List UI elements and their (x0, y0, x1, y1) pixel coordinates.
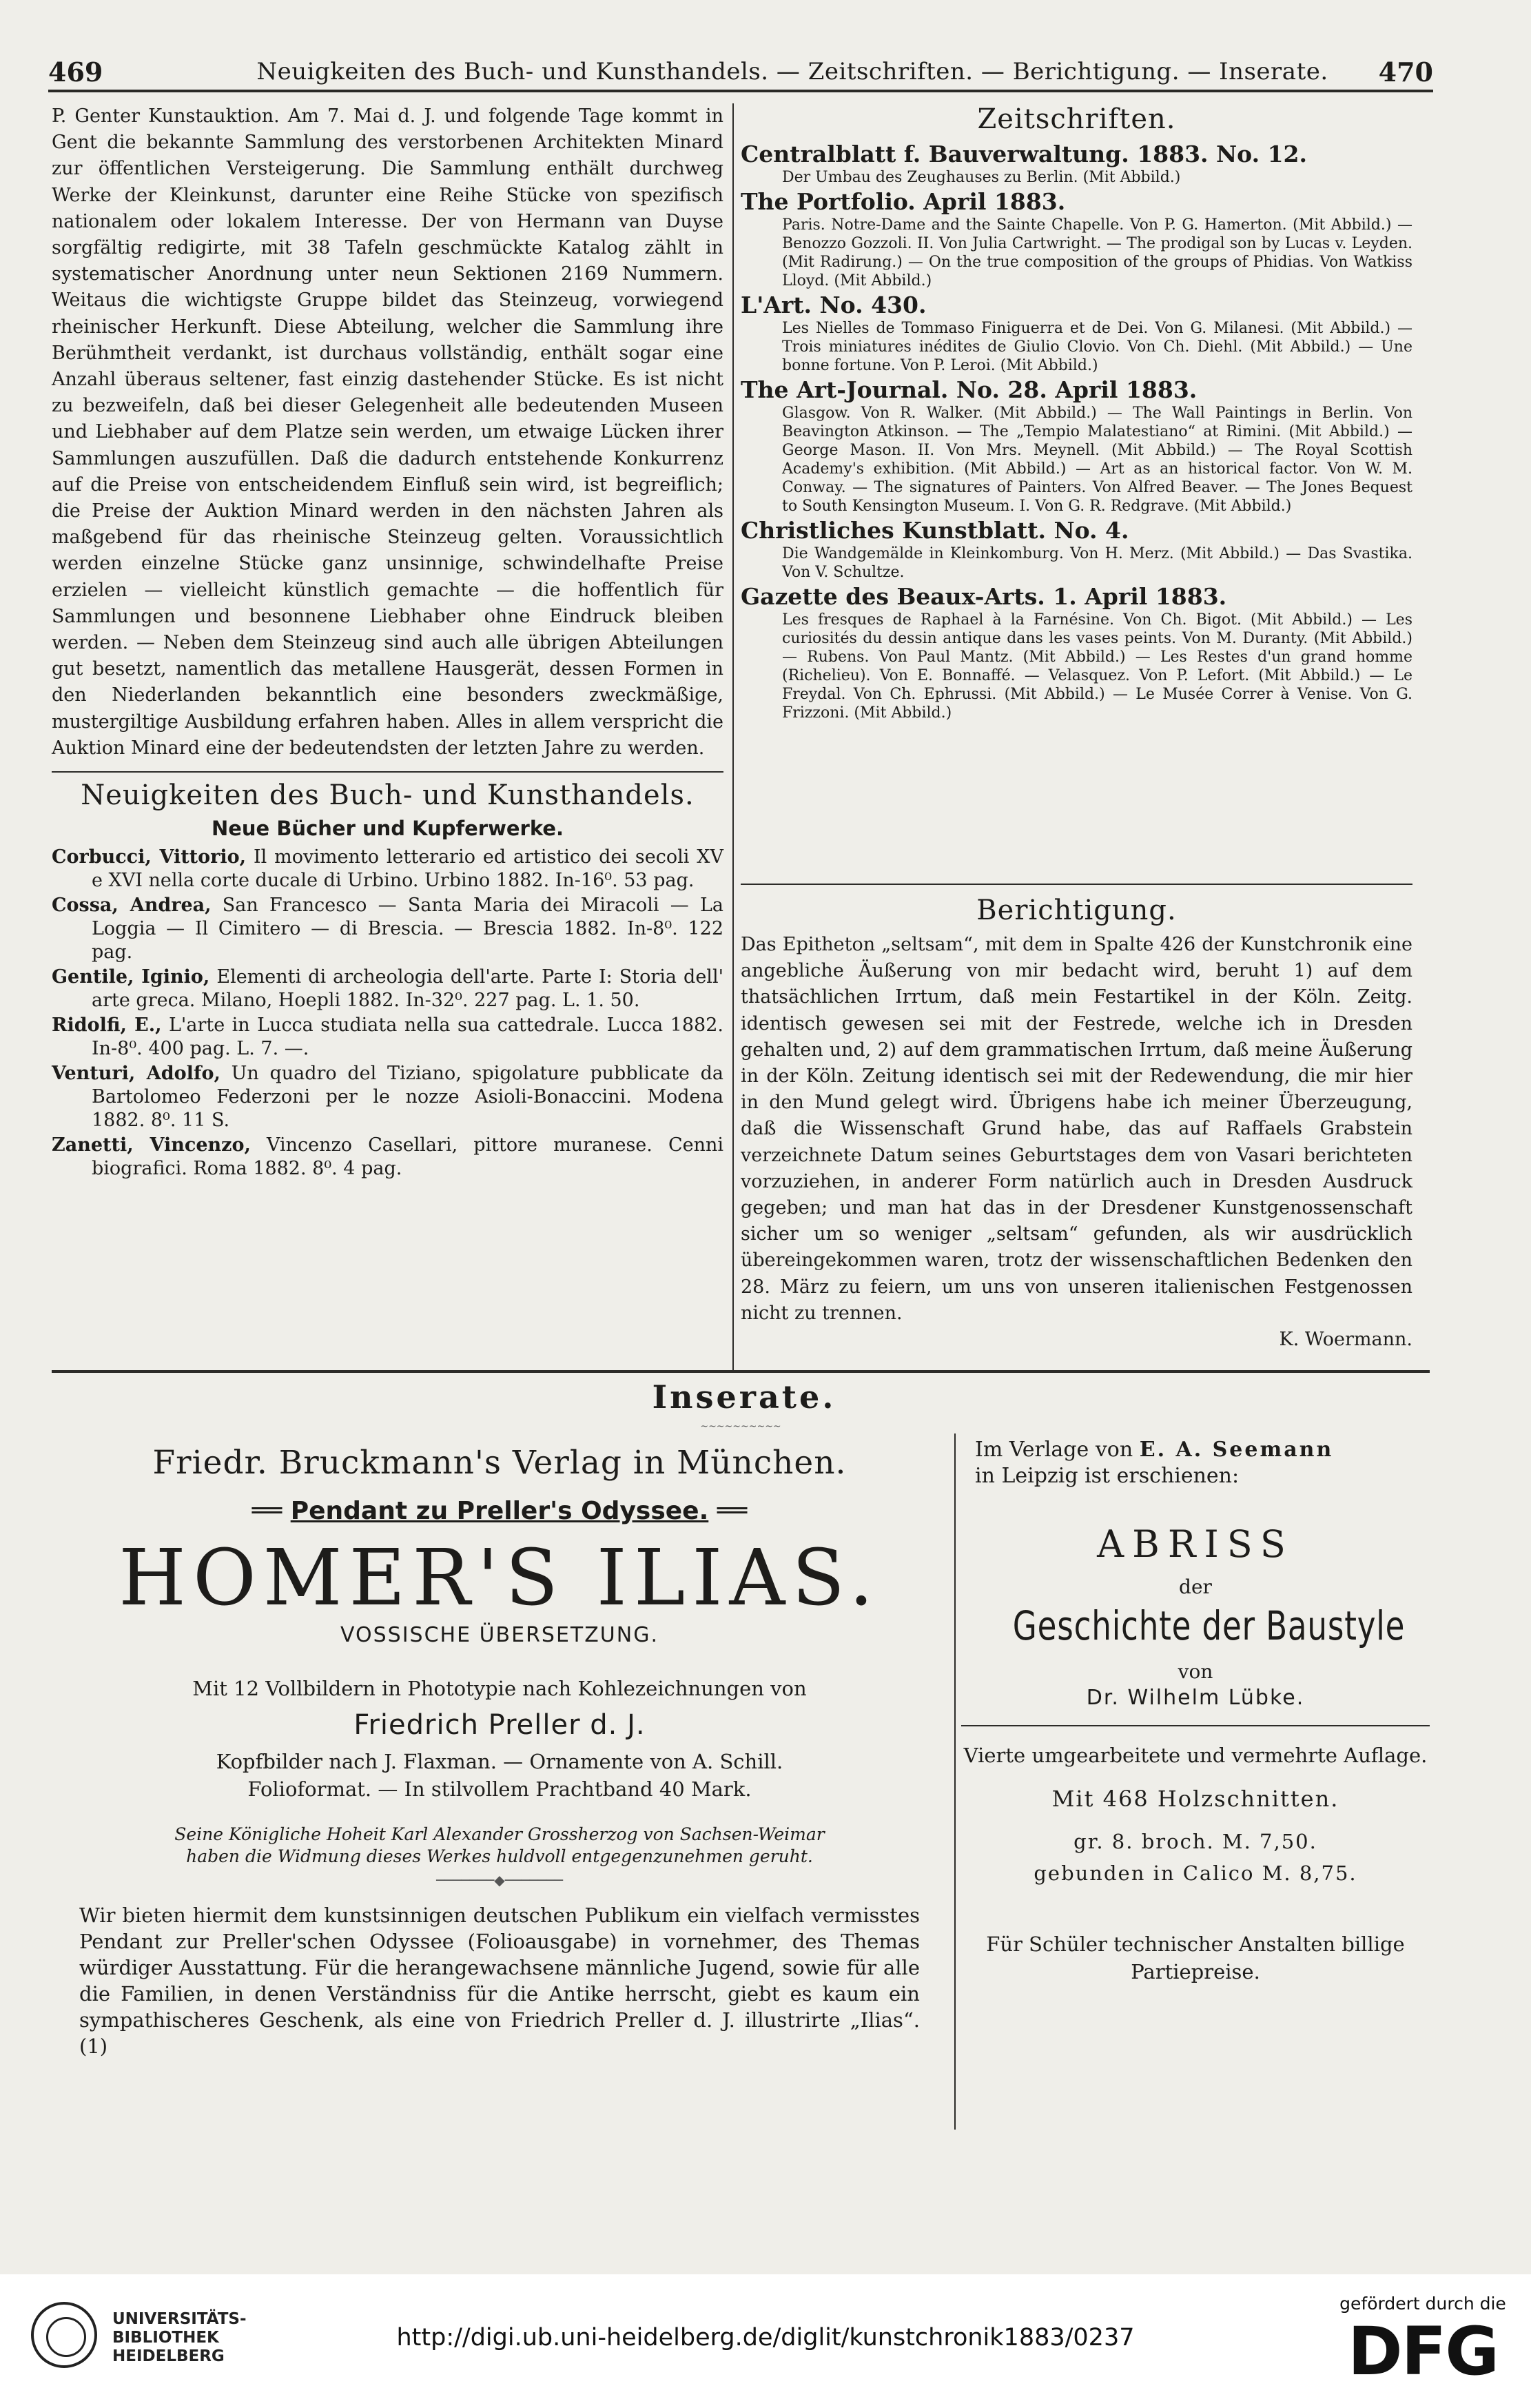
page-number-right: 470 (1378, 57, 1433, 88)
ornaments-line: Kopfbilder nach J. Flaxman. — Ornamente von A. Schill. (216, 1750, 783, 1773)
dfg-wordmark: DFG (1347, 2313, 1499, 2390)
price-broch: gr. 8. broch. M. 7,50. (1073, 1830, 1317, 1853)
section-divider (52, 771, 723, 773)
price-bound: gebunden in Calico M. 8,75. (1034, 1861, 1357, 1885)
book-entry: Zanetti, Vincenzo, Vincenzo Casellari, pittore muranese. Cenni biografici. Roma 1882. 8⁰. 4 pag. (52, 1134, 723, 1180)
artist-name: Friedrich Preller d. J. (353, 1709, 646, 1741)
journal-title: The Portfolio. April 1883. (741, 188, 1066, 215)
journal-entry (741, 583, 1412, 722)
berichtigung-signature: K. Woermann. (1279, 1329, 1412, 1351)
illustrations-line: Mit 12 Vollbildern in Phototypie nach Kohlezeichnungen von (192, 1677, 807, 1700)
section-divider (741, 884, 1412, 885)
school-discount: Für Schüler technischer Anstalten billige Partiepreise. (986, 1932, 1405, 1983)
publisher-name: Friedr. Bruckmann's Verlag in München. (152, 1444, 847, 1482)
publisher-line: Im Verlage von E. A. Seemann in Leipzig ist erschienen: (975, 1438, 1334, 1488)
journal-entry (741, 141, 1412, 187)
journal-title: The Art-Journal. No. 28. April 1883. (741, 376, 1198, 403)
journal-contents: Glasgow. Von R. Walker. (Mit Abbild.) — The Wall Paintings in Berlin. Von Beavington Atkinson. — The „Tempio Malatestiano“ at Rimini. (Mit Abbild.) — George Mason. II. Von Mrs. Meynell. (Mit Abbild.) — The Royal Scottish Academy's exhibition. (Mit Abbild.) — Art as an historical factor. Von W. M. Conway. — The signatures of Painters. Von Alfred Beaver. — The Jones Bequest to South Kensington Museum. I. Von G. R. Redgrave. (Mit Abbild.) (782, 405, 1412, 515)
woodcuts-line: Mit 468 Holzschnitten. (1051, 1786, 1339, 1812)
university-name: UNIVERSITÄTS- BIBLIOTHEK HEIDELBERG (112, 2310, 247, 2365)
advertisement-text: Wir bieten hiermit dem kunstsinnigen deutschen Publikum ein vielfach vermisstes Pendant zur Preller'schen Odyssee (Folioausgabe) in vornehmer, des Themas würdiger Ausstattung. Für die herangewachsene männliche Jugend, sowie für alle die Familien, in denen Verständniss für die Antike herrscht, giebt es kaum ein sympathischeres Geschenk, als eine von Friedrich Preller d. J. illustrirte „Ilias“. (1) (79, 1904, 920, 2058)
journal-entry (741, 517, 1412, 582)
book-list (52, 846, 723, 1181)
ad-column-rule (954, 1433, 956, 2130)
ornament-rule: ~~~~~~~~~~ (700, 1421, 781, 1432)
format-line: Folioformat. — In stilvollem Prachtband 40 Mark. (247, 1777, 752, 1801)
journal-contents: Der Umbau des Zeughauses zu Berlin. (Mit Abbild.) (782, 169, 1181, 186)
book-entry: Corbucci, Vittorio, Il movimento letterario ed artistico dei secoli XV e XVI nella corte ducale di Urbino. Urbino 1882. In-16⁰. 53 pag. (52, 846, 723, 892)
seemann-advertisement (961, 1437, 1430, 2126)
ornament-stroke: ───────◆─────── (436, 1872, 563, 1888)
auction-article: P. Genter Kunstauktion. Am 7. Mai d. J. und folgende Tage kommt in Gent die bekannte Sammlung des verstorbenen Architekten Minard zur öffentlichen Versteigerung. Die Sammlung enthält durchweg Werke der Kleinkunst, darunter eine Reihe Stücke von spezifisch nationalem oder lokalem Interesse. Der von Hermann van Duyse sorgfältig redigirte, mit 38 Tafeln geschmückte Katalog zählt in systematischer Anordnung unter neun Sektionen 2169 Nummern. Weitaus die wichtigste Gruppe bildet das Steinzeug, vorwiegend rheinischer Herkunft. Diese Abteilung, welcher die Sammlung ihre Berühmtheit verdankt, ist durchaus vollständig, enthält sogar eine Anzahl überaus seltener, fast einzig dastehender Stücke. Es ist nicht zu bezweifeln, daß bei dieser Gelegenheit alle bedeutenden Museen und Liebhaber auf dem Platze sein werden, um etwaige Lücken ihrer Sammlungen auszufüllen. Daß die dadurch entstehende Konkurrenz auf die Preise von entscheidendem Einfluß sein wird, ist begreiflich; die Preise der Auktion Minard werden in den nächsten Jahren als maßgebend für das rheinische Steinzeug gelten. Voraussichtlich werden einzelne Stücke ganz unsinnige, schwindelhafte Preise erzielen — vielleicht künstlich gemachte — die hoffentlich für Sammlungen und besonnene Liebhaber ohne Eindruck bleiben werden. — Neben dem Steinzeug sind auch alle übrigen Abteilungen gut besetzt, namentlich das metallene Hausgerät, dessen Formen in den Niederlanden bekanntlich eine besonders zweckmäßige, mustergiltige Ausbildung erfahren haben. Alles in allem verspricht die Auktion Minard eine der bedeutendsten der letzten Jahre zu werden. (52, 105, 723, 759)
divider (961, 1725, 1430, 1726)
pendant-line: ══ Pendant zu Preller's Odyssee. ══ (251, 1497, 748, 1525)
journal-title: Centralblatt f. Bauverwaltung. 1883. No. 12. (741, 141, 1308, 167)
berichtigung-section (741, 893, 1412, 1369)
berichtigung-text: Das Epitheton „seltsam“, mit dem in Spalte 426 der Kunstchronik eine angebliche Äußerung von mir bedacht wird, beruht 1) auf dem thatsächlichen Irrtum, daß mein Festartikel in der Köln. Zeitg. identisch gewesen sei mit der Festrede, welche ich in Dresden gehalten und, 2) auf dem grammatischen Irrtum, daß meine Äußerung in der Köln. Zeitung identisch sei mit der Redewendung, die mir hier in den Mund gelegt wird. Übrigens habe ich meiner Überzeugung, daß die Wissenschaft Grund habe, das auf Raffaels Grabstein verzeichnete Datum seines Geburtstages dem von Vasari berichteten vorzuziehen, in anderer Form natürlich auch in Dresden Ausdruck gegeben; und man hat das in der Dresdener Kunstgenossenschaft sicher um so weniger „seltsam“ gefunden, als wir ausdrücklich übereingekommen waren, trotz der wissenschaftlichen Bedenken den 28. März zu feiern, um uns von unseren italienischen Festgenossen nicht zu trennen. (741, 934, 1412, 1324)
journal-contents: Les Nielles de Tommaso Finiguerra et de Dei. Von G. Milanesi. (Mit Abbild.) — Trois miniatures inédites de Giulio Clovio. Von Ch. Diehl. (Mit Abbild.) — Une bonne fortune. Von P. Leroi. (Mit Abbild.) (782, 320, 1412, 374)
journal-title: Christliches Kunstblatt. No. 4. (741, 517, 1129, 544)
edition-line: Vierte umgearbeitete und vermehrte Auflage. (963, 1744, 1428, 1767)
column-rule (732, 103, 734, 1371)
neuigkeiten-title: Neuigkeiten des Buch- und Kunsthandels. (81, 779, 695, 812)
journal-contents: Les fresques de Raphael à la Farnésine. Von Ch. Bigot. (Mit Abbild.) — Les curiosités du dessin antique dans les vases peints. Von M. Duranty. (Mit Abbild.) — Rubens. Von Paul Mantz. (Mit Abbild.) — Les Restes d'un grand homme (Richelieu). Von E. Bonnaffé. — Velasquez. Von P. Lefort. (Mit Abbild.) — Le Freydal. Von Ch. Ephrussi. (Mit Abbild.) — Le Musée Correr à Venise. Von G. Frizzoni. (Mit Abbild.) (782, 611, 1412, 722)
neuigkeiten-subtitle: Neue Bücher und Kupferwerke. (211, 817, 564, 841)
book-entry: Venturi, Adolfo, Un quadro del Tiziano, spigolature pubblicate da Bartolomeo Federzoni per le nozze Asioli-Bonaccini. Modena 1882. 8⁰. 11 S. (52, 1063, 723, 1132)
book-entry: Gentile, Iginio, Elementi di archeologia dell'arte. Parte I: Storia dell' arte greca. Milano, Hoepli 1882. In-32⁰. 227 pag. L. 1. 50. (52, 966, 723, 1012)
book-title: HOMER'S ILIAS. (119, 1533, 881, 1623)
berichtigung-title: Berichtigung. (976, 895, 1177, 926)
header-title: Neuigkeiten des Buch- und Kunsthandels. — Zeitschriften. — Berichtigung. — Inserate. (256, 58, 1328, 85)
journal-entry (741, 292, 1412, 375)
page-number-left: 469 (48, 57, 103, 88)
book-subtitle: VOSSISCHE ÜBERSETZUNG. (340, 1623, 659, 1647)
left-column (52, 103, 723, 1180)
book-entry: Ridolfi, E., L'arte in Lucca studiata nella sua cattedrale. Lucca 1882. In-8⁰. 400 pag. L. 7. —. (52, 1014, 723, 1060)
journal-title: L'Art. No. 430. (741, 292, 927, 318)
journal-title: Gazette des Beaux-Arts. 1. April 1883. (741, 583, 1227, 610)
permalink[interactable]: http://digi.ub.uni-heidelberg.de/diglit/kunstchronik1883/0237 (396, 2324, 1135, 2351)
funded-by-text: gefördert durch die (1339, 2294, 1506, 2314)
bruckmann-advertisement (52, 1437, 947, 2126)
book-title: Geschichte der Baustyle (1012, 1602, 1406, 1649)
zeitschriften-title: Zeitschriften. (977, 103, 1176, 135)
dedication: Seine Königliche Hoheit Karl Alexander Grossherzog von Sachsen-Weimar haben die Widmung dieses Werkes huldvoll entgegenzunehmen geruht. (174, 1824, 825, 1866)
der-word: der (1179, 1575, 1212, 1598)
inserate-divider (52, 1370, 1430, 1373)
abriss-heading: ABRISS (1097, 1522, 1294, 1566)
von-word: von (1178, 1660, 1213, 1683)
inserate-title: Inserate. (652, 1378, 836, 1416)
journal-entry (741, 188, 1412, 290)
journal-contents: Die Wandgemälde in Kleinkomburg. Von H. Merz. (Mit Abbild.) — Das Svastika. Von V. Schultze. (782, 545, 1412, 581)
journal-contents: Paris. Notre-Dame and the Sainte Chapelle. Von P. G. Hamerton. (Mit Abbild.) — Benozzo Gozzoli. II. Von Julia Cartwright. — The prodigal son by Lucas v. Leyden. (Mit Radirung.) — On the true composition of the groups of Phidias. Von Watkiss Lloyd. (Mit Abbild.) (782, 216, 1412, 289)
author-name: Dr. Wilhelm Lübke. (1086, 1686, 1305, 1710)
right-column (741, 103, 1412, 889)
footer-bar (0, 2274, 1531, 2408)
running-header (48, 54, 1433, 92)
dfg-logo (1333, 2294, 1512, 2397)
journal-entry (741, 376, 1412, 516)
book-entry: Cossa, Andrea, San Francesco — Santa Maria dei Miracoli — La Loggia — Il Cimitero — di Brescia. — Brescia 1882. In-8⁰. 122 pag. (52, 895, 723, 963)
